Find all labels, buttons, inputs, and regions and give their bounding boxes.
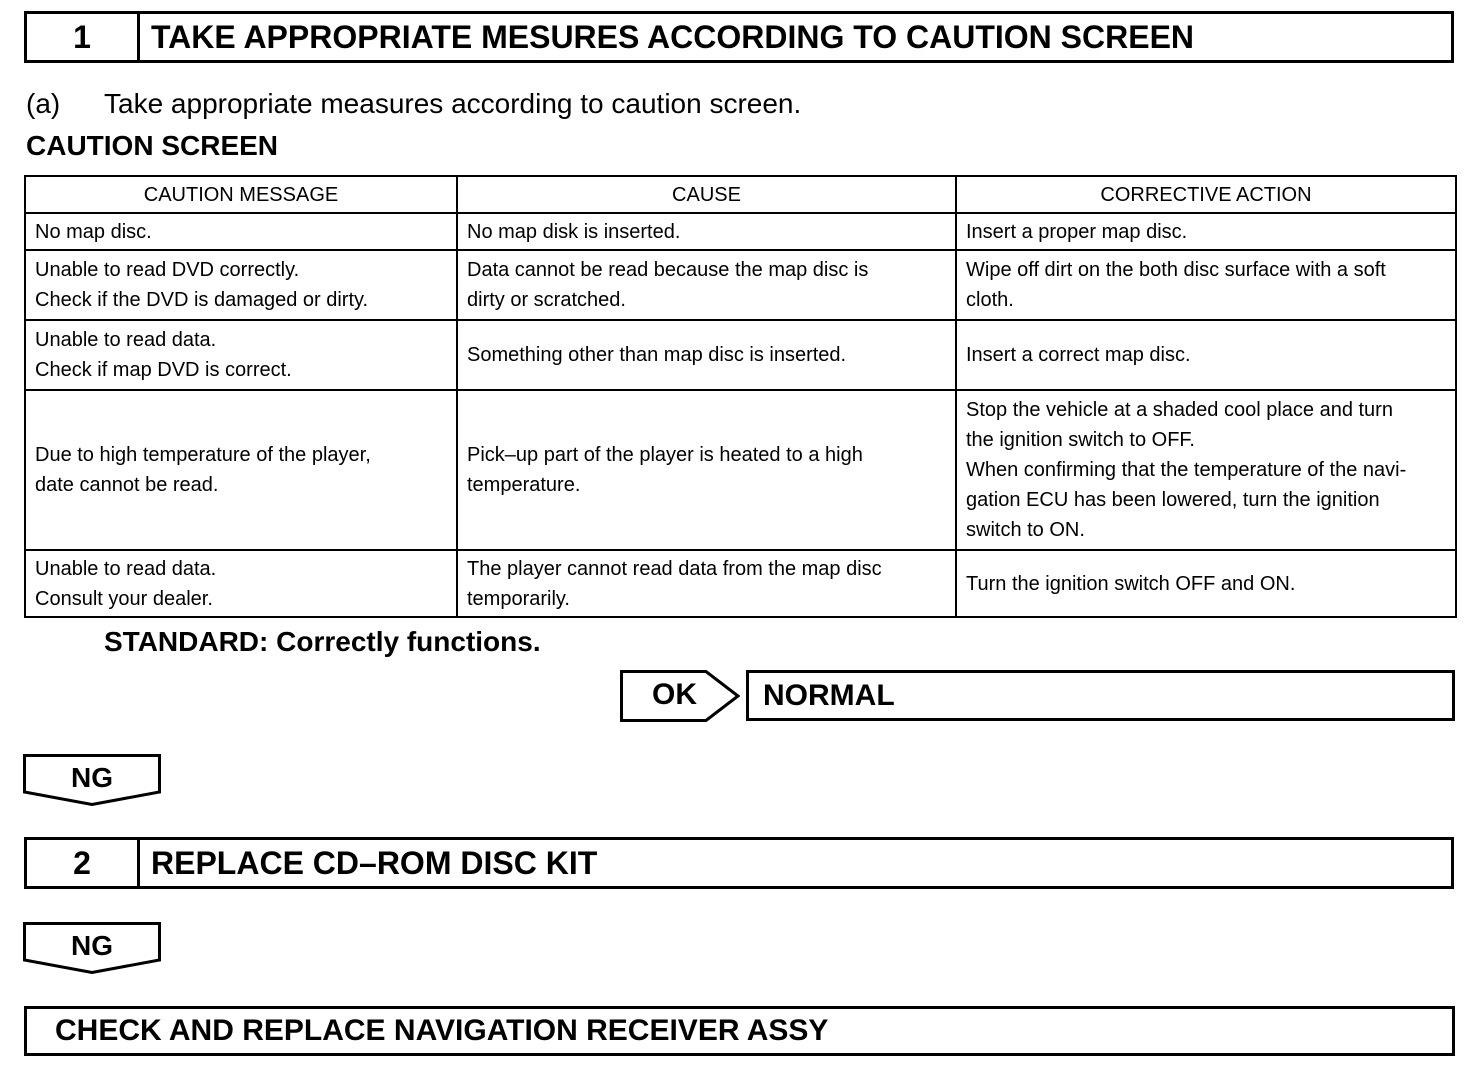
cell-cause: Pick–up part of the player is heated to a high temperature. <box>457 390 956 550</box>
header-cause: CAUSE <box>457 176 956 213</box>
cell-action: Insert a proper map disc. <box>956 213 1456 250</box>
normal-result-box <box>746 670 1455 721</box>
substep-text: Take appropriate measures according to caution screen. <box>104 88 802 119</box>
step-1-box <box>24 11 1454 63</box>
step-1-title: TAKE APPROPRIATE MESURES ACCORDING TO CAUTION SCREEN <box>151 18 1195 55</box>
table-header-row <box>25 176 1456 213</box>
cell-action: Stop the vehicle at a shaded cool place and turn the ignition switch to OFF. When confirming that the temperature of the navi- gation ECU has been lowered, turn the ignition switch to ON. <box>956 390 1456 550</box>
header-caution-message: CAUTION MESSAGE <box>25 176 457 213</box>
final-action-label: CHECK AND REPLACE NAVIGATION RECEIVER ASSY <box>55 1014 829 1047</box>
ng-label-2: NG <box>71 930 113 961</box>
table-row <box>25 320 1456 390</box>
cell-cause: Something other than map disc is inserted. <box>457 320 956 390</box>
normal-label: NORMAL <box>763 678 895 712</box>
cell-action: Insert a correct map disc. <box>956 320 1456 390</box>
cell-action: Turn the ignition switch OFF and ON. <box>956 550 1456 617</box>
cell-message: Unable to read data. Consult your dealer. <box>25 550 457 617</box>
ok-label: OK <box>652 678 697 711</box>
standard-text: STANDARD: Correctly functions. <box>104 626 541 657</box>
table-row <box>25 390 1456 550</box>
table-row <box>25 213 1456 250</box>
table-row <box>25 250 1456 320</box>
cell-message: Due to high temperature of the player, date cannot be read. <box>25 390 457 550</box>
substep-label: (a) <box>26 88 61 119</box>
cell-action: Wipe off dirt on the both disc surface with a soft cloth. <box>956 250 1456 320</box>
final-action-box <box>24 1006 1455 1056</box>
cell-message: Unable to read DVD correctly. Check if the DVD is damaged or dirty. <box>25 250 457 320</box>
caution-table <box>24 175 1457 618</box>
step-2-number: 2 <box>27 840 140 886</box>
cell-message: Unable to read data. Check if map DVD is correct. <box>25 320 457 390</box>
step-2-box <box>24 837 1454 889</box>
step-2-title: REPLACE CD–ROM DISC KIT <box>151 844 598 881</box>
step-1-number: 1 <box>27 14 140 60</box>
cell-cause: The player cannot read data from the map disc temporarily. <box>457 550 956 617</box>
ng-label-1: NG <box>71 762 113 793</box>
table-row <box>25 550 1456 617</box>
header-corrective-action: CORRECTIVE ACTION <box>956 176 1456 213</box>
cell-message: No map disc. <box>25 213 457 250</box>
cell-cause: No map disk is inserted. <box>457 213 956 250</box>
substep-a <box>26 88 801 120</box>
caution-screen-title: CAUTION SCREEN <box>26 130 279 161</box>
cell-cause: Data cannot be read because the map disc is dirty or scratched. <box>457 250 956 320</box>
